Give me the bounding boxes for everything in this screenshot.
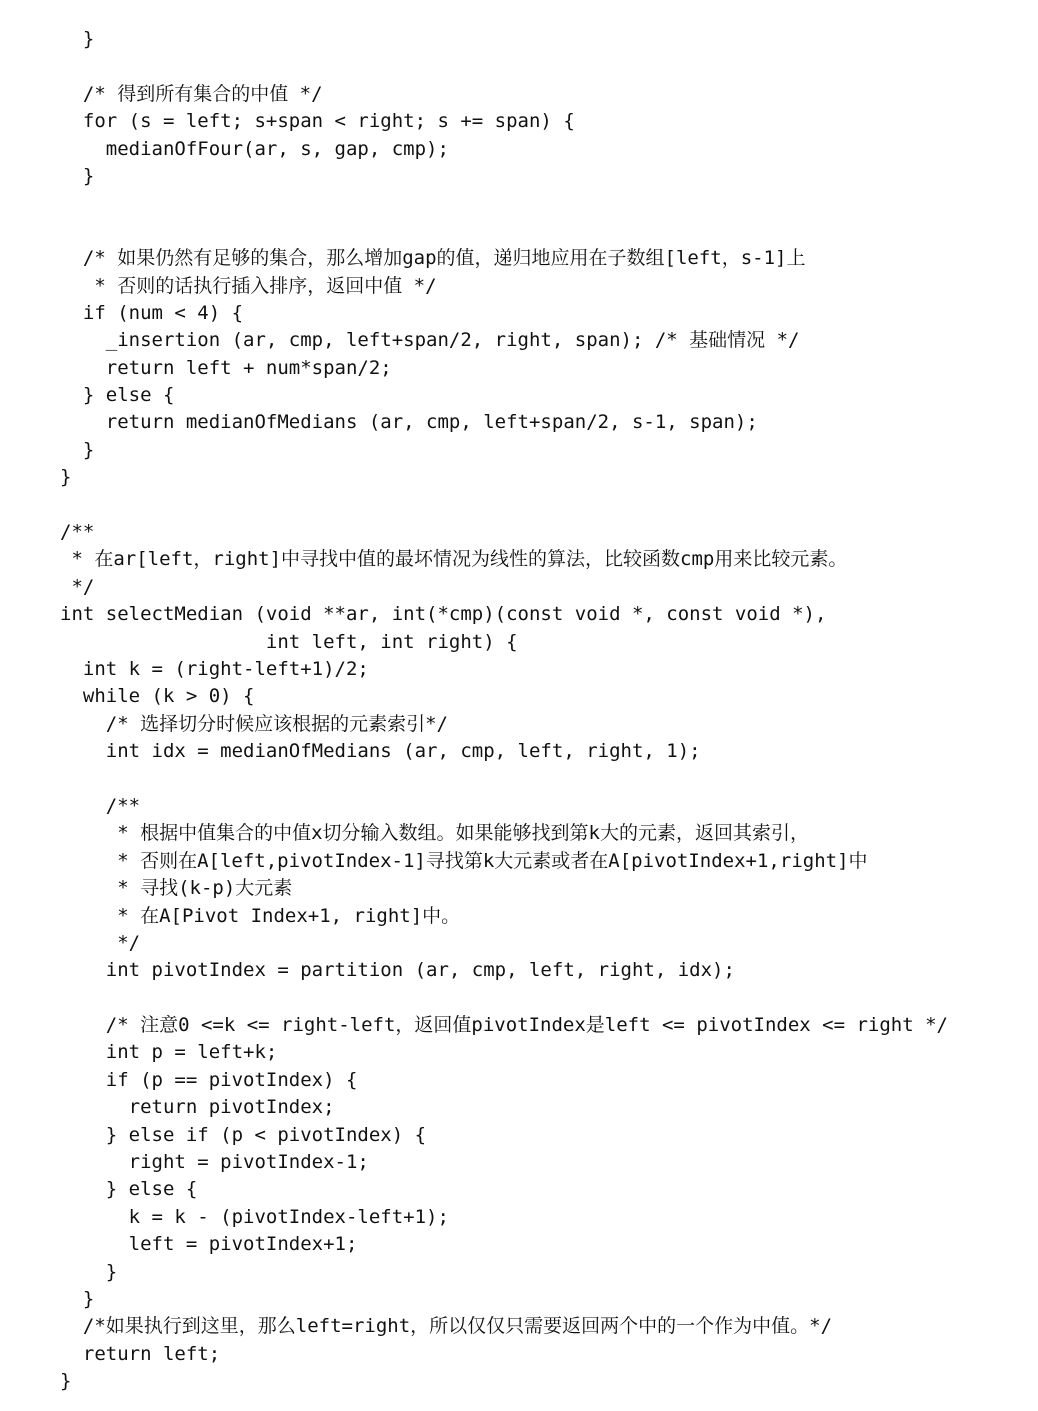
code-line: } else { [60, 1178, 198, 1201]
code-line: while (k > 0) { [60, 685, 255, 708]
code-line: int left, int right) { [60, 630, 518, 653]
code-line: } else { [60, 384, 175, 407]
code-line: left = pivotIndex+1; [60, 1233, 358, 1256]
code-line [0, 766, 1038, 793]
code-line: /*如果执行到这里，那么left=right，所以仅仅只需要返回两个中的一个作为中值。*/ [60, 1315, 833, 1338]
code-line: int p = left+k; [60, 1041, 278, 1064]
code-line: int selectMedian (void **ar, int(*cmp)(const void *, const void *), [60, 603, 827, 626]
code-line [0, 218, 1038, 245]
code-line: */ [60, 931, 141, 954]
code-line: * 在ar[left，right]中寻找中值的最坏情况为线性的算法，比较函数cmp用来比较元素。 [60, 548, 848, 571]
code-line: right = pivotIndex-1; [60, 1151, 369, 1174]
code-line: if (num < 4) { [60, 301, 244, 324]
code-line: } [60, 1260, 118, 1283]
code-line: } [60, 438, 95, 461]
code-line: * 根据中值集合的中值x切分输入数组。如果能够找到第k大的元素，返回其索引， [60, 822, 809, 845]
code-line: /* 注意0 <=k <= right-left，返回值pivotIndex是left <= pivotIndex <= right */ [60, 1014, 948, 1037]
code-line: * 寻找(k-p)大元素 [60, 877, 293, 900]
code-line: } [60, 28, 95, 50]
code-line: } [60, 164, 95, 187]
code-line: k = k - (pivotIndex-left+1); [60, 1205, 449, 1228]
code-line: int pivotIndex = partition (ar, cmp, left, right, idx); [60, 959, 735, 982]
code-line [0, 985, 1038, 1012]
code-line [0, 492, 1038, 519]
code-line [0, 53, 1038, 80]
code-line: _insertion (ar, cmp, left+span/2, right, span); /* 基础情况 */ [60, 329, 800, 352]
code-line: * 否则的话执行插入排序，返回中值 */ [60, 274, 437, 297]
code-line: return left + num*span/2; [60, 356, 392, 379]
code-line: */ [60, 575, 95, 598]
code-line: /* 如果仍然有足够的集合，那么增加gap的值，递归地应用在子数组[left，s-1]上 [60, 247, 806, 270]
code-line: return pivotIndex; [60, 1096, 335, 1119]
code-line: return left; [60, 1342, 221, 1365]
code-line: } [60, 1287, 95, 1310]
code-line: /** [60, 521, 95, 544]
code-listing [0, 26, 1038, 1396]
code-line: for (s = left; s+span < right; s += span) { [60, 110, 575, 133]
code-line: * 否则在A[left,pivotIndex-1]寻找第k大元素或者在A[pivotIndex+1,right]中 [60, 849, 868, 872]
code-line: /* 得到所有集合的中值 */ [60, 82, 323, 105]
code-line: return medianOfMedians (ar, cmp, left+span/2, s-1, span); [60, 411, 758, 434]
code-line: medianOfFour(ar, s, gap, cmp); [60, 137, 449, 160]
code-line: /** [60, 794, 141, 817]
code-line: } [60, 466, 72, 489]
code-line: } else if (p < pivotIndex) { [60, 1123, 427, 1146]
code-line: int idx = medianOfMedians (ar, cmp, left, right, 1); [60, 740, 701, 763]
code-line: int k = (right-left+1)/2; [60, 657, 369, 680]
code-line: if (p == pivotIndex) { [60, 1068, 358, 1091]
code-line: /* 选择切分时候应该根据的元素索引*/ [60, 712, 448, 735]
code-line: * 在A[Pivot Index+1, right]中。 [60, 904, 461, 927]
code-line: } [60, 1370, 72, 1393]
code-line [0, 190, 1038, 217]
